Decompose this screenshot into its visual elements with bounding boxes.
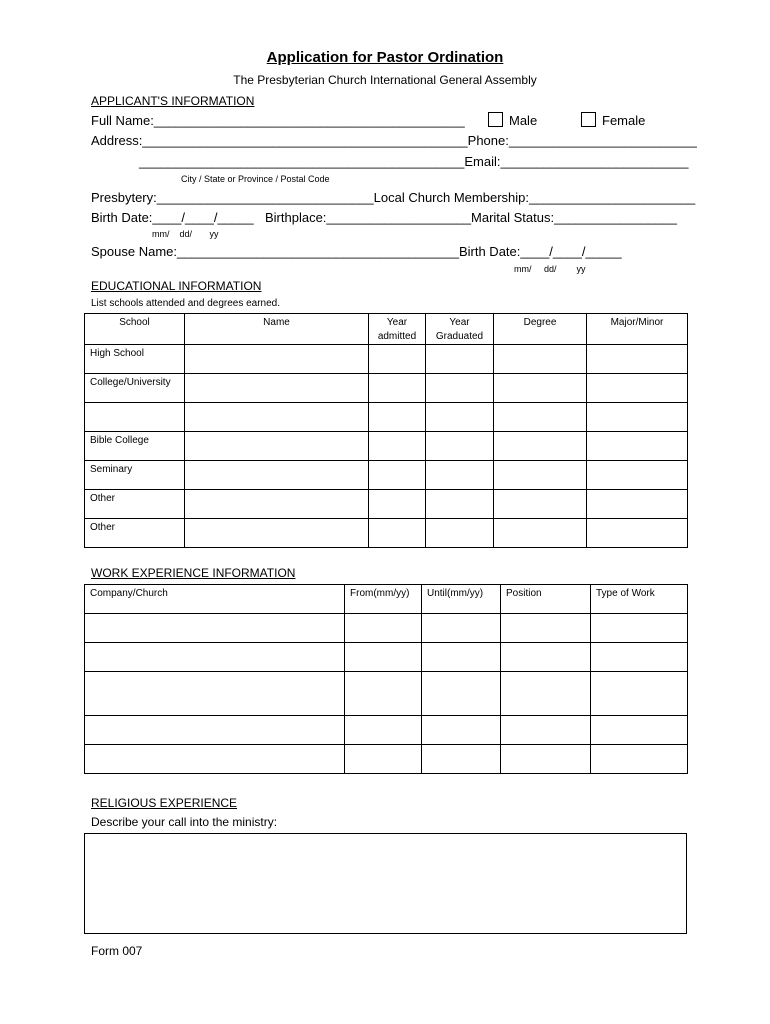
entry-cell[interactable] xyxy=(587,490,688,519)
entry-cell[interactable] xyxy=(591,745,688,774)
school-type-cell: College/University xyxy=(85,374,185,403)
entry-cell[interactable] xyxy=(185,490,369,519)
entry-cell[interactable] xyxy=(494,432,587,461)
entry-cell[interactable] xyxy=(587,432,688,461)
table-row xyxy=(85,403,688,432)
full-name-field[interactable]: Full Name:___________________________________________ xyxy=(91,113,465,128)
entry-cell[interactable] xyxy=(501,643,591,672)
entry-cell[interactable] xyxy=(426,519,494,548)
entry-cell[interactable] xyxy=(426,461,494,490)
entry-cell[interactable] xyxy=(369,461,426,490)
religious-heading: RELIGIOUS EXPERIENCE xyxy=(91,796,238,810)
entry-cell[interactable] xyxy=(185,345,369,374)
entry-cell[interactable] xyxy=(369,432,426,461)
entry-cell[interactable] xyxy=(85,672,345,716)
entry-cell[interactable] xyxy=(422,716,501,745)
entry-cell[interactable] xyxy=(422,643,501,672)
education-table xyxy=(84,313,688,548)
column-header: Year Graduated xyxy=(426,314,494,345)
entry-cell[interactable] xyxy=(185,432,369,461)
entry-cell[interactable] xyxy=(369,490,426,519)
entry-cell[interactable] xyxy=(426,432,494,461)
male-checkbox[interactable] xyxy=(488,112,503,127)
entry-cell[interactable] xyxy=(501,672,591,716)
entry-cell[interactable] xyxy=(494,374,587,403)
entry-cell[interactable] xyxy=(501,716,591,745)
entry-cell[interactable] xyxy=(494,461,587,490)
entry-cell[interactable] xyxy=(422,672,501,716)
entry-cell[interactable] xyxy=(426,345,494,374)
school-type-cell xyxy=(85,403,185,432)
table-row xyxy=(85,374,688,403)
school-type-cell: Other xyxy=(85,490,185,519)
column-header: Until(mm/yy) xyxy=(422,585,501,614)
presbytery-field[interactable]: Presbytery:______________________________Local Church Membership:_______________________ xyxy=(91,190,696,205)
entry-cell[interactable] xyxy=(591,614,688,643)
organization-subtitle: The Presbyterian Church International General Assembly xyxy=(233,73,537,87)
entry-cell[interactable] xyxy=(185,519,369,548)
entry-cell[interactable] xyxy=(345,643,422,672)
column-header: From(mm/yy) xyxy=(345,585,422,614)
entry-cell[interactable] xyxy=(185,403,369,432)
work-table xyxy=(84,584,688,774)
entry-cell[interactable] xyxy=(85,745,345,774)
male-label: Male xyxy=(509,113,538,128)
spouse-field[interactable]: Spouse Name:_______________________________________Birth Date:____/____/_____ xyxy=(91,244,622,259)
city-hint: City / State or Province / Postal Code xyxy=(181,174,330,184)
column-header: Name xyxy=(185,314,369,345)
entry-cell[interactable] xyxy=(591,672,688,716)
school-type-cell: Other xyxy=(85,519,185,548)
ministry-call-textarea[interactable] xyxy=(84,833,687,934)
birthplace-marital-field[interactable]: Birthplace:____________________Marital Status:_________________ xyxy=(265,210,678,225)
applicant-heading: APPLICANT'S INFORMATION xyxy=(91,94,255,108)
address-phone-field[interactable]: Address:_____________________________________________Phone:__________________________ xyxy=(91,133,697,148)
entry-cell[interactable] xyxy=(501,745,591,774)
school-type-cell: Bible College xyxy=(85,432,185,461)
entry-cell[interactable] xyxy=(587,374,688,403)
table-row xyxy=(85,490,688,519)
female-label: Female xyxy=(602,113,646,128)
entry-cell[interactable] xyxy=(422,614,501,643)
table-row xyxy=(85,716,688,745)
entry-cell[interactable] xyxy=(369,403,426,432)
education-note: List schools attended and degrees earned. xyxy=(91,298,281,309)
column-header: School xyxy=(85,314,185,345)
entry-cell[interactable] xyxy=(587,345,688,374)
column-header: Position xyxy=(501,585,591,614)
entry-cell[interactable] xyxy=(426,374,494,403)
work-heading: WORK EXPERIENCE INFORMATION xyxy=(91,566,296,580)
female-checkbox[interactable] xyxy=(581,112,596,127)
table-row xyxy=(85,643,688,672)
entry-cell[interactable] xyxy=(85,643,345,672)
entry-cell[interactable] xyxy=(345,672,422,716)
table-row xyxy=(85,432,688,461)
column-header: Type of Work xyxy=(591,585,688,614)
entry-cell[interactable] xyxy=(494,345,587,374)
entry-cell[interactable] xyxy=(494,403,587,432)
ministry-call-prompt: Describe your call into the ministry: xyxy=(91,815,278,829)
address-email-field[interactable]: _____________________________________________Email:__________________________ xyxy=(139,154,689,169)
birth-date-hint: mm/ dd/ yy xyxy=(152,229,219,239)
table-row xyxy=(85,672,688,716)
entry-cell[interactable] xyxy=(587,461,688,490)
entry-cell[interactable] xyxy=(587,403,688,432)
entry-cell[interactable] xyxy=(185,461,369,490)
education-header-row xyxy=(85,314,688,345)
table-row xyxy=(85,461,688,490)
entry-cell[interactable] xyxy=(591,716,688,745)
column-header: Company/Church xyxy=(85,585,345,614)
column-header: Degree xyxy=(494,314,587,345)
entry-cell[interactable] xyxy=(345,614,422,643)
entry-cell[interactable] xyxy=(501,614,591,643)
entry-cell[interactable] xyxy=(587,519,688,548)
entry-cell[interactable] xyxy=(426,490,494,519)
table-row xyxy=(85,519,688,548)
birth-date-field[interactable]: Birth Date:____/____/_____ xyxy=(91,210,254,225)
table-row xyxy=(85,745,688,774)
entry-cell[interactable] xyxy=(185,374,369,403)
column-header: Year admitted xyxy=(369,314,426,345)
education-heading: EDUCATIONAL INFORMATION xyxy=(91,279,262,293)
entry-cell[interactable] xyxy=(85,614,345,643)
entry-cell[interactable] xyxy=(591,643,688,672)
table-row xyxy=(85,345,688,374)
column-header: Major/Minor xyxy=(587,314,688,345)
school-type-cell: Seminary xyxy=(85,461,185,490)
table-row xyxy=(85,614,688,643)
entry-cell[interactable] xyxy=(369,345,426,374)
form-number: Form 007 xyxy=(91,944,143,958)
entry-cell[interactable] xyxy=(345,716,422,745)
entry-cell[interactable] xyxy=(426,403,494,432)
work-header-row xyxy=(85,585,688,614)
entry-cell[interactable] xyxy=(422,745,501,774)
entry-cell[interactable] xyxy=(369,374,426,403)
entry-cell[interactable] xyxy=(494,490,587,519)
entry-cell[interactable] xyxy=(369,519,426,548)
spouse-date-hint: mm/ dd/ yy xyxy=(514,264,586,274)
entry-cell[interactable] xyxy=(345,745,422,774)
entry-cell[interactable] xyxy=(85,716,345,745)
page-title: Application for Pastor Ordination xyxy=(266,49,504,66)
entry-cell[interactable] xyxy=(494,519,587,548)
school-type-cell: High School xyxy=(85,345,185,374)
